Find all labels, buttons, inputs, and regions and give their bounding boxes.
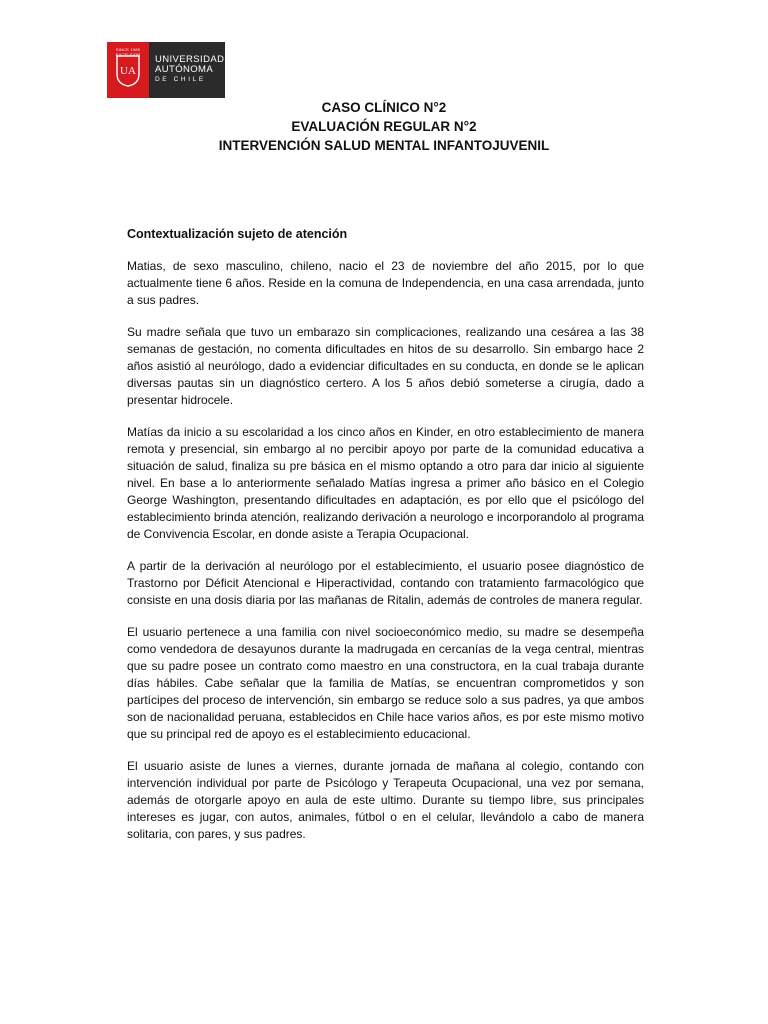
logo-emblem-motto: SINCE 1989 EXCELSIOR bbox=[115, 47, 141, 57]
paragraph-medical-history: Su madre señala que tuvo un embarazo sin complicaciones, realizando una cesárea a las 38 semanas de gestación, no comenta dificultades en hitos de su desarrollo. Sin embargo hace 2 años asistió al neurólogo, dado a evidenciar dificultades en su conducta, en donde se le aplican diversas pautas sin un diagnóstico certero. A los 5 años debió someterse a cirugía, dado a presentar hidrocele. bbox=[127, 325, 644, 407]
logo-line-autonoma: AUTÓNOMA bbox=[155, 64, 214, 75]
document-title bbox=[0, 98, 768, 155]
logo-line-universidad: UNIVERSIDAD bbox=[155, 54, 225, 65]
document-body bbox=[127, 226, 644, 858]
logo-emblem bbox=[107, 42, 149, 98]
logo-line-de-chile: DE CHILE bbox=[155, 76, 206, 83]
paragraph-identification: Matias, de sexo masculino, chileno, nacio el 23 de noviembre del año 2015, por lo que actualmente tiene 6 años. Reside en la comuna de Independencia, en una casa arrendada, junto a sus padres. bbox=[127, 259, 644, 307]
title-line-evaluation: EVALUACIÓN REGULAR N°2 bbox=[291, 119, 477, 134]
paragraph-schooling: Matías da inicio a su escolaridad a los cinco años en Kinder, en otro establecimiento de manera remota y presencial, sin embargo al no percibir apoyo por parte de la comunidad educativa a situación de salud, finaliza su pre básica en el mismo optando a otro para dar inicio al siguiente nivel. En base a lo anteriormente señalado Matías ingresa a primer año básico en el Colegio George Washington, presentando dificultades en adaptación, es por ello que el psicólogo del establecimiento brinda atención, realizando derivación a neurologo e incorporandolo al programa de Convivencia Escolar, en donde asiste a Terapia Ocupacional. bbox=[127, 425, 644, 541]
paragraph-routine: El usuario asiste de lunes a viernes, durante jornada de mañana al colegio, contando con intervención individual por parte de Psicólogo y Terapeuta Ocupacional, una vez por semana, además de otorgarle apoyo en aula de este ultimo. Durante su tiempo libre, sus principales intereses es jugar, con autos, animales, fútbol o en el celular, llevándolo a cabo de manera solitaria, con pares, y sus padres. bbox=[127, 759, 644, 841]
logo-initials: UA bbox=[120, 65, 136, 77]
university-logo bbox=[107, 42, 225, 98]
paragraph-diagnosis: A partir de la derivación al neurólogo por el establecimiento, el usuario posee diagnóstico de Trastorno por Déficit Atencional e Hiperactividad, contando con tratamiento farmacológico que consiste en una dosis diaria por las mañanas de Ritalin, además de controles de manera regular. bbox=[127, 559, 644, 607]
logo-wordmark bbox=[149, 55, 224, 85]
section-heading: Contextualización sujeto de atención bbox=[127, 227, 348, 241]
title-line-intervention: INTERVENCIÓN SALUD MENTAL INFANTOJUVENIL bbox=[218, 138, 550, 153]
title-line-case: CASO CLÍNICO N°2 bbox=[321, 100, 447, 115]
paragraph-family: El usuario pertenece a una familia con nivel socioeconómico medio, su madre se desempeña como vendedora de desayunos durante la madrugada en cercanías de la vega central, mientras que su padre posee un contrato como maestro en una constructora, en la cual trabaja durante días hábiles. Cabe señalar que la familia de Matías, se encuentran comprometidos y son partícipes del proceso de intervención, sin embargo se reduce solo a sus padres, ya que ambos son de nacionalidad peruana, establecidos en Chile hace varios años, es por este mismo motivo que su principal red de apoyo es el establecimiento educacional. bbox=[127, 625, 644, 741]
